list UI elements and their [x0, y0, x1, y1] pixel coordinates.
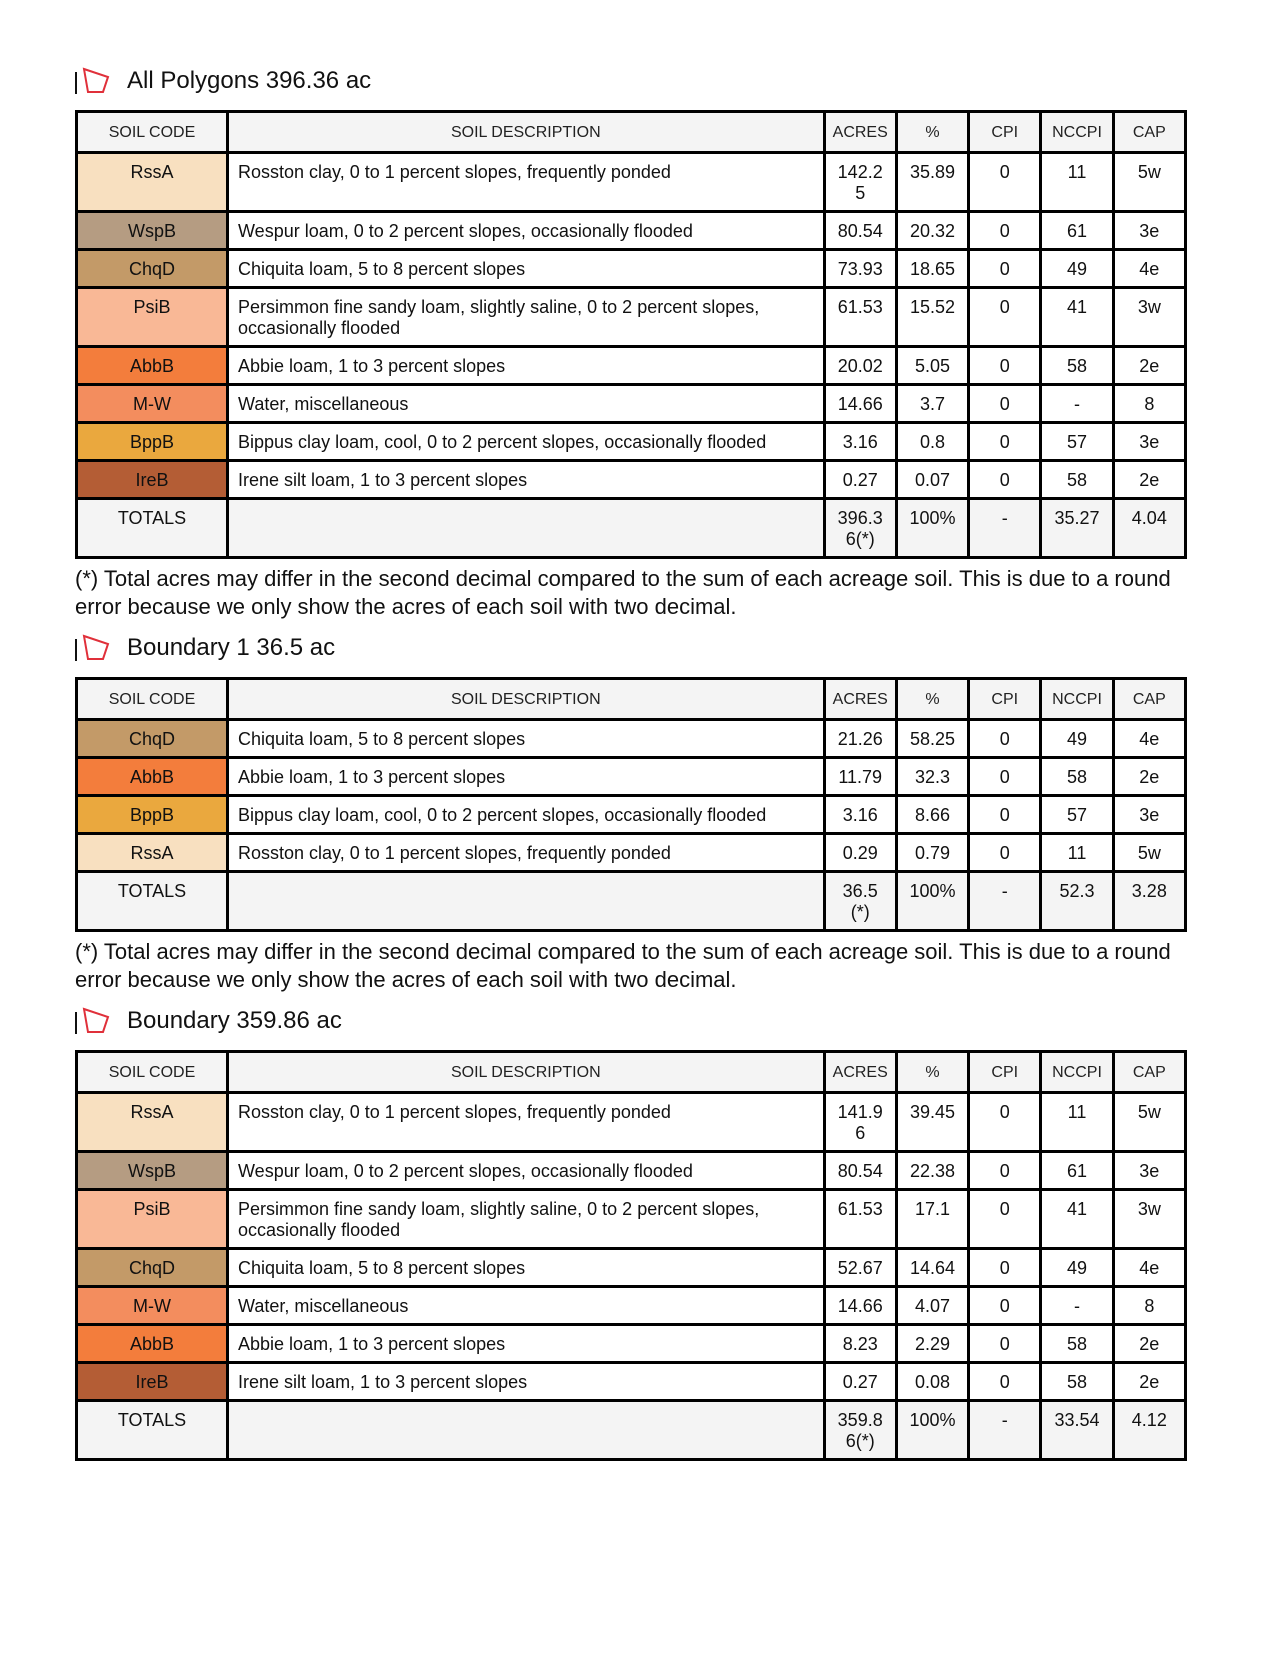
soil-description-cell: Rosston clay, 0 to 1 percent slopes, frequently ponded: [228, 1093, 825, 1152]
table-row: [77, 796, 1186, 834]
acres-value: 73.93: [837, 259, 883, 279]
totals-label: TOTALS: [77, 499, 228, 558]
section-title-row: [75, 64, 1187, 98]
acres-value: 52.67: [837, 1258, 883, 1278]
percent-cell: 0.8: [896, 423, 968, 461]
header-soil-description: SOIL DESCRIPTION: [228, 1052, 825, 1093]
cpi-cell: 0: [969, 720, 1041, 758]
totals-row: [77, 872, 1186, 931]
section-title: Boundary 359.86 ac: [127, 1007, 342, 1034]
title-divider: [75, 639, 77, 661]
nccpi-cell: 57: [1041, 796, 1113, 834]
totals-acres-cell: [824, 499, 896, 558]
totals-nccpi-cell: 35.27: [1041, 499, 1113, 558]
acres-cell: [824, 212, 896, 250]
title-divider: [75, 1012, 77, 1034]
cpi-cell: 0: [969, 1152, 1041, 1190]
cpi-cell: 0: [969, 1287, 1041, 1325]
acres-value: 0.27: [842, 1372, 878, 1392]
table-row: [77, 1093, 1186, 1152]
nccpi-cell: 58: [1041, 758, 1113, 796]
acres-value: 11.79: [838, 767, 883, 787]
percent-cell: 58.25: [896, 720, 968, 758]
soil-description-cell: Water, miscellaneous: [228, 385, 825, 423]
totals-percent-cell: 100%: [896, 872, 968, 931]
header-cpi: CPI: [969, 679, 1041, 720]
soil-description-cell: Rosston clay, 0 to 1 percent slopes, frequently ponded: [228, 834, 825, 872]
table-row: [77, 1325, 1186, 1363]
soil-description-cell: Bippus clay loam, cool, 0 to 2 percent slopes, occasionally flooded: [228, 423, 825, 461]
cpi-cell: 0: [969, 796, 1041, 834]
cpi-cell: 0: [969, 423, 1041, 461]
acres-cell: [824, 1325, 896, 1363]
soil-code-cell: RssA: [77, 153, 228, 212]
acres-cell: [824, 288, 896, 347]
totals-acres-value: 36.5(*): [842, 881, 878, 922]
header-cap: CAP: [1113, 112, 1185, 153]
cap-cell: 2e: [1113, 461, 1185, 499]
soil-code-cell: RssA: [77, 1093, 228, 1152]
header-soil-code: SOIL CODE: [77, 1052, 228, 1093]
table-row: [77, 250, 1186, 288]
soil-code-cell: BppB: [77, 423, 228, 461]
cpi-cell: 0: [969, 1190, 1041, 1249]
cpi-cell: 0: [969, 288, 1041, 347]
percent-cell: 18.65: [896, 250, 968, 288]
header-acres: ACRES: [824, 679, 896, 720]
soil-code-cell: ChqD: [77, 720, 228, 758]
totals-cpi-cell: -: [969, 872, 1041, 931]
soil-code-cell: PsiB: [77, 288, 228, 347]
cap-cell: 3w: [1113, 288, 1185, 347]
acres-cell: [824, 1363, 896, 1401]
acres-cell: [824, 1287, 896, 1325]
nccpi-cell: 58: [1041, 461, 1113, 499]
acres-cell: [824, 1249, 896, 1287]
header-nccpi: NCCPI: [1041, 1052, 1113, 1093]
polygon-icon: [81, 1007, 111, 1035]
table-row: [77, 1249, 1186, 1287]
percent-cell: 0.08: [896, 1363, 968, 1401]
table-row: [77, 461, 1186, 499]
cap-cell: 8: [1113, 385, 1185, 423]
totals-row: [77, 1401, 1186, 1460]
totals-nccpi-cell: 33.54: [1041, 1401, 1113, 1460]
cap-cell: 8: [1113, 1287, 1185, 1325]
table-header-row: [77, 112, 1186, 153]
table-row: [77, 1152, 1186, 1190]
acres-cell: [824, 153, 896, 212]
cpi-cell: 0: [969, 1363, 1041, 1401]
percent-cell: 17.1: [896, 1190, 968, 1249]
cpi-cell: 0: [969, 1325, 1041, 1363]
totals-percent-cell: 100%: [896, 1401, 968, 1460]
polygon-icon: [81, 67, 111, 95]
totals-percent-cell: 100%: [896, 499, 968, 558]
acres-value: 8.23: [842, 1334, 878, 1354]
footnote: (*) Total acres may differ in the second decimal compared to the sum of each acreage soil. This is due to a round error because we only show the acres of each soil with two decimal.: [75, 939, 1171, 992]
soil-code-cell: AbbB: [77, 347, 228, 385]
percent-cell: 39.45: [896, 1093, 968, 1152]
table-row: [77, 720, 1186, 758]
soil-code-cell: BppB: [77, 796, 228, 834]
table-header-row: [77, 1052, 1186, 1093]
cap-cell: 4e: [1113, 1249, 1185, 1287]
soil-table: [75, 677, 1187, 932]
acres-value: 14.66: [837, 1296, 883, 1316]
acres-cell: [824, 758, 896, 796]
soil-code-cell: WspB: [77, 212, 228, 250]
nccpi-cell: 41: [1041, 288, 1113, 347]
acres-value: 14.66: [837, 394, 883, 414]
header-cpi: CPI: [969, 112, 1041, 153]
acres-value: 0.27: [842, 470, 878, 490]
table-row: [77, 834, 1186, 872]
totals-row: [77, 499, 1186, 558]
table-row: [77, 1287, 1186, 1325]
acres-value: 141.96: [837, 1102, 883, 1143]
soil-section-boundary-1: [75, 631, 1187, 994]
cpi-cell: 0: [969, 1093, 1041, 1152]
cap-cell: 3e: [1113, 1152, 1185, 1190]
cpi-cell: 0: [969, 250, 1041, 288]
acres-cell: [824, 347, 896, 385]
soil-code-cell: M-W: [77, 385, 228, 423]
cap-cell: 4e: [1113, 720, 1185, 758]
footnote: (*) Total acres may differ in the second decimal compared to the sum of each acreage soil. This is due to a round error because we only show the acres of each soil with two decimal.: [75, 566, 1171, 619]
soil-description-cell: Chiquita loam, 5 to 8 percent slopes: [228, 720, 825, 758]
acres-cell: [824, 1190, 896, 1249]
acres-value: 61.53: [837, 1199, 883, 1219]
acres-cell: [824, 1093, 896, 1152]
header-cap: CAP: [1113, 679, 1185, 720]
table-row: [77, 1363, 1186, 1401]
nccpi-cell: 49: [1041, 250, 1113, 288]
soil-table: [75, 1050, 1187, 1461]
soil-description-cell: Irene silt loam, 1 to 3 percent slopes: [228, 1363, 825, 1401]
cpi-cell: 0: [969, 212, 1041, 250]
totals-description-cell: [228, 1401, 825, 1460]
soil-code-cell: ChqD: [77, 1249, 228, 1287]
soil-description-cell: Water, miscellaneous: [228, 1287, 825, 1325]
percent-cell: 14.64: [896, 1249, 968, 1287]
cpi-cell: 0: [969, 347, 1041, 385]
cap-cell: 5w: [1113, 153, 1185, 212]
soil-code-cell: AbbB: [77, 1325, 228, 1363]
soil-description-cell: Persimmon fine sandy loam, slightly saline, 0 to 2 percent slopes, occasionally flooded: [228, 1190, 825, 1249]
totals-label: TOTALS: [77, 872, 228, 931]
totals-description-cell: [228, 499, 825, 558]
header-nccpi: NCCPI: [1041, 112, 1113, 153]
soil-description-cell: Irene silt loam, 1 to 3 percent slopes: [228, 461, 825, 499]
soil-code-cell: M-W: [77, 1287, 228, 1325]
header-cap: CAP: [1113, 1052, 1185, 1093]
soil-description-cell: Wespur loam, 0 to 2 percent slopes, occasionally flooded: [228, 212, 825, 250]
percent-cell: 15.52: [896, 288, 968, 347]
percent-cell: 20.32: [896, 212, 968, 250]
nccpi-cell: 61: [1041, 1152, 1113, 1190]
nccpi-cell: 41: [1041, 1190, 1113, 1249]
table-row: [77, 347, 1186, 385]
acres-value: 80.54: [837, 1161, 883, 1181]
nccpi-cell: 49: [1041, 720, 1113, 758]
soil-section-all-polygons: [75, 64, 1187, 621]
acres-value: 80.54: [837, 221, 883, 241]
nccpi-cell: -: [1041, 1287, 1113, 1325]
cpi-cell: 0: [969, 834, 1041, 872]
cap-cell: 3e: [1113, 423, 1185, 461]
percent-cell: 32.3: [896, 758, 968, 796]
soil-code-cell: ChqD: [77, 250, 228, 288]
cap-cell: 3w: [1113, 1190, 1185, 1249]
acres-cell: [824, 461, 896, 499]
nccpi-cell: -: [1041, 385, 1113, 423]
soil-description-cell: Persimmon fine sandy loam, slightly saline, 0 to 2 percent slopes, occasionally flooded: [228, 288, 825, 347]
table-row: [77, 758, 1186, 796]
soil-description-cell: Chiquita loam, 5 to 8 percent slopes: [228, 1249, 825, 1287]
totals-cap-cell: 3.28: [1113, 872, 1185, 931]
acres-value: 142.25: [837, 162, 883, 203]
header-acres: ACRES: [824, 112, 896, 153]
totals-nccpi-cell: 52.3: [1041, 872, 1113, 931]
soil-description-cell: Bippus clay loam, cool, 0 to 2 percent slopes, occasionally flooded: [228, 796, 825, 834]
percent-cell: 0.07: [896, 461, 968, 499]
soil-code-cell: IreB: [77, 461, 228, 499]
totals-label: TOTALS: [77, 1401, 228, 1460]
acres-value: 61.53: [837, 297, 883, 317]
nccpi-cell: 49: [1041, 1249, 1113, 1287]
header-soil-description: SOIL DESCRIPTION: [228, 679, 825, 720]
polygon-icon: [81, 634, 111, 662]
acres-value: 20.02: [837, 356, 883, 376]
nccpi-cell: 58: [1041, 1363, 1113, 1401]
percent-cell: 5.05: [896, 347, 968, 385]
acres-cell: [824, 796, 896, 834]
acres-cell: [824, 250, 896, 288]
header-percent: %: [896, 679, 968, 720]
table-row: [77, 423, 1186, 461]
nccpi-cell: 58: [1041, 1325, 1113, 1363]
section-title-row: [75, 1004, 1187, 1038]
soil-code-cell: WspB: [77, 1152, 228, 1190]
soil-code-cell: AbbB: [77, 758, 228, 796]
table-row: [77, 1190, 1186, 1249]
soil-code-cell: IreB: [77, 1363, 228, 1401]
soil-code-cell: RssA: [77, 834, 228, 872]
cap-cell: 2e: [1113, 347, 1185, 385]
cap-cell: 3e: [1113, 212, 1185, 250]
acres-cell: [824, 385, 896, 423]
soil-table: [75, 110, 1187, 559]
totals-acres-value: 359.86(*): [837, 1410, 883, 1451]
percent-cell: 22.38: [896, 1152, 968, 1190]
cap-cell: 4e: [1113, 250, 1185, 288]
section-title: All Polygons 396.36 ac: [127, 67, 372, 94]
section-title-row: [75, 631, 1187, 665]
cap-cell: 5w: [1113, 834, 1185, 872]
cpi-cell: 0: [969, 153, 1041, 212]
soil-code-cell: PsiB: [77, 1190, 228, 1249]
soil-section-boundary: [75, 1004, 1187, 1461]
table-row: [77, 212, 1186, 250]
percent-cell: 0.79: [896, 834, 968, 872]
totals-acres-cell: [824, 1401, 896, 1460]
header-soil-description: SOIL DESCRIPTION: [228, 112, 825, 153]
acres-value: 21.26: [837, 729, 883, 749]
acres-value: 3.16: [842, 432, 878, 452]
header-cpi: CPI: [969, 1052, 1041, 1093]
soil-description-cell: Abbie loam, 1 to 3 percent slopes: [228, 1325, 825, 1363]
acres-value: 0.29: [842, 843, 878, 863]
nccpi-cell: 11: [1041, 153, 1113, 212]
acres-cell: [824, 1152, 896, 1190]
section-title: Boundary 1 36.5 ac: [127, 634, 336, 661]
percent-cell: 3.7: [896, 385, 968, 423]
header-acres: ACRES: [824, 1052, 896, 1093]
acres-cell: [824, 834, 896, 872]
header-nccpi: NCCPI: [1041, 679, 1113, 720]
acres-value: 3.16: [842, 805, 878, 825]
header-soil-code: SOIL CODE: [77, 679, 228, 720]
cpi-cell: 0: [969, 461, 1041, 499]
soil-description-cell: Rosston clay, 0 to 1 percent slopes, frequently ponded: [228, 153, 825, 212]
nccpi-cell: 61: [1041, 212, 1113, 250]
totals-cpi-cell: -: [969, 1401, 1041, 1460]
soil-description-cell: Abbie loam, 1 to 3 percent slopes: [228, 758, 825, 796]
cap-cell: 5w: [1113, 1093, 1185, 1152]
percent-cell: 4.07: [896, 1287, 968, 1325]
percent-cell: 2.29: [896, 1325, 968, 1363]
cap-cell: 3e: [1113, 796, 1185, 834]
percent-cell: 35.89: [896, 153, 968, 212]
acres-cell: [824, 720, 896, 758]
cpi-cell: 0: [969, 1249, 1041, 1287]
cpi-cell: 0: [969, 758, 1041, 796]
table-row: [77, 288, 1186, 347]
percent-cell: 8.66: [896, 796, 968, 834]
title-divider: [75, 72, 77, 94]
cpi-cell: 0: [969, 385, 1041, 423]
totals-description-cell: [228, 872, 825, 931]
cap-cell: 2e: [1113, 758, 1185, 796]
header-soil-code: SOIL CODE: [77, 112, 228, 153]
soil-description-cell: Chiquita loam, 5 to 8 percent slopes: [228, 250, 825, 288]
soil-description-cell: Abbie loam, 1 to 3 percent slopes: [228, 347, 825, 385]
cap-cell: 2e: [1113, 1325, 1185, 1363]
nccpi-cell: 11: [1041, 1093, 1113, 1152]
table-header-row: [77, 679, 1186, 720]
nccpi-cell: 58: [1041, 347, 1113, 385]
totals-cpi-cell: -: [969, 499, 1041, 558]
totals-acres-value: 396.36(*): [837, 508, 883, 549]
cap-cell: 2e: [1113, 1363, 1185, 1401]
acres-cell: [824, 423, 896, 461]
table-row: [77, 385, 1186, 423]
header-percent: %: [896, 112, 968, 153]
soil-description-cell: Wespur loam, 0 to 2 percent slopes, occasionally flooded: [228, 1152, 825, 1190]
totals-acres-cell: [824, 872, 896, 931]
nccpi-cell: 57: [1041, 423, 1113, 461]
header-percent: %: [896, 1052, 968, 1093]
totals-cap-cell: 4.04: [1113, 499, 1185, 558]
totals-cap-cell: 4.12: [1113, 1401, 1185, 1460]
nccpi-cell: 11: [1041, 834, 1113, 872]
table-row: [77, 153, 1186, 212]
